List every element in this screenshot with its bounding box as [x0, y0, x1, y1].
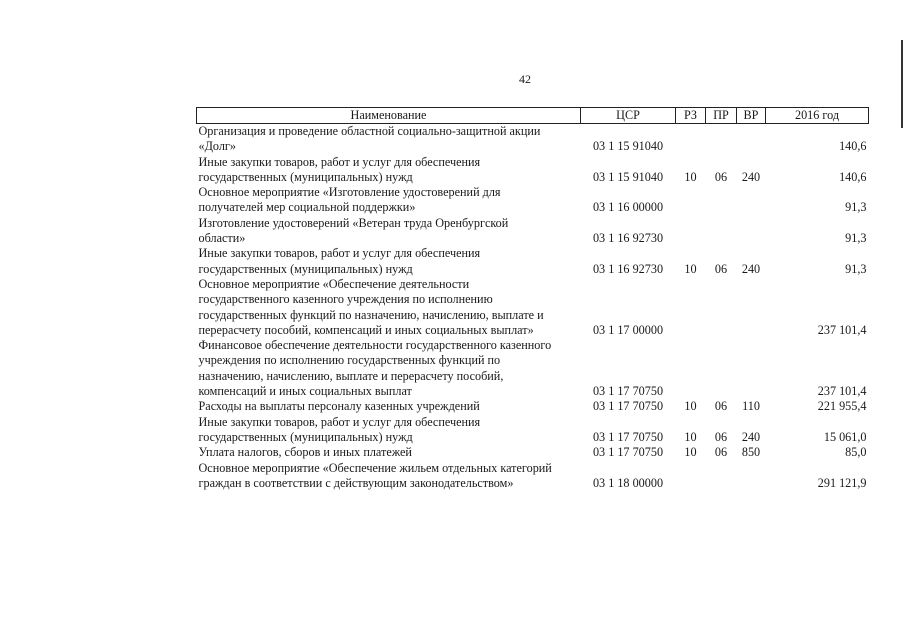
table-row — [197, 277, 869, 338]
row-rz — [676, 216, 706, 247]
row-name-line: области» — [198, 231, 246, 246]
row-name-line: государственных (муниципальных) нужд — [198, 169, 413, 184]
row-name-line: получателей мер социальной поддержки» — [198, 200, 416, 215]
row-vr: 240 — [741, 429, 761, 444]
row-csr: 03 1 16 00000 — [592, 200, 664, 215]
row-name — [197, 445, 581, 460]
row-vr: 850 — [741, 445, 761, 460]
row-name-line: государственных функций по назначению, начислению, выплате и — [198, 307, 544, 322]
row-name — [197, 461, 581, 492]
row-vr: 240 — [741, 169, 761, 184]
row-amount: 140,6 — [839, 169, 867, 184]
header-rz: РЗ — [676, 108, 706, 124]
row-amount: 85,0 — [845, 445, 867, 460]
row-name-line: учреждения по исполнению государственных функций по — [198, 353, 501, 368]
row-vr — [737, 461, 766, 492]
header-year: 2016 год — [766, 108, 869, 124]
row-vr: 240 — [741, 261, 761, 276]
row-name — [197, 277, 581, 338]
row-rz — [676, 338, 706, 399]
row-name-line: Иные закупки товаров, работ и услуг для обеспечения — [198, 414, 481, 429]
row-csr: 03 1 17 70750 — [592, 429, 664, 444]
row-amount: 91,3 — [845, 261, 867, 276]
row-name — [197, 415, 581, 446]
row-name-line: граждан в соответствии с действующим законодательством» — [198, 475, 514, 490]
row-amount: 237 101,4 — [817, 322, 867, 337]
row-rz: 10 — [684, 445, 697, 460]
row-name — [197, 216, 581, 247]
row-vr — [737, 277, 766, 338]
table-row — [197, 399, 869, 414]
table-row — [197, 445, 869, 460]
row-name-line: Основное мероприятие «Обеспечение жильем отдельных категорий — [198, 460, 552, 475]
row-amount: 221 955,4 — [817, 399, 867, 414]
row-vr — [737, 124, 766, 155]
row-csr: 03 1 16 92730 — [592, 231, 664, 246]
row-pr — [706, 461, 737, 492]
row-name — [197, 246, 581, 277]
row-vr — [737, 338, 766, 399]
row-name-line: Организация и проведение областной социально-защитной акции — [198, 124, 541, 138]
row-pr — [706, 338, 737, 399]
row-pr — [706, 124, 737, 155]
row-rz: 10 — [684, 429, 697, 444]
table-row — [197, 124, 869, 155]
row-rz: 10 — [684, 399, 697, 414]
row-vr — [737, 185, 766, 216]
row-pr: 06 — [714, 429, 728, 444]
table-row — [197, 246, 869, 277]
row-amount: 15 061,0 — [823, 429, 867, 444]
row-pr — [706, 216, 737, 247]
row-csr: 03 1 17 70750 — [592, 445, 664, 460]
table-row — [197, 415, 869, 446]
row-name-line: Основное мероприятие «Изготовление удостоверений для — [198, 185, 501, 200]
row-pr — [706, 277, 737, 338]
row-name-line: Изготовление удостоверений «Ветеран труда Оренбургской — [198, 215, 509, 230]
header-name: Наименование — [197, 108, 581, 124]
row-name-line: государственных (муниципальных) нужд — [198, 429, 413, 444]
row-pr: 06 — [714, 399, 728, 414]
table-row — [197, 338, 869, 399]
row-name — [197, 124, 581, 155]
row-csr: 03 1 16 92730 — [592, 261, 664, 276]
row-amount: 91,3 — [845, 200, 867, 215]
row-name — [197, 399, 581, 414]
header-vr: ВР — [737, 108, 766, 124]
budget-table — [196, 107, 869, 491]
row-name — [197, 185, 581, 216]
row-name-line: Иные закупки товаров, работ и услуг для обеспечения — [198, 246, 481, 261]
row-name-line: компенсаций и иных социальных выплат — [198, 384, 412, 399]
row-rz — [676, 277, 706, 338]
row-name-line: Расходы на выплаты персоналу казенных учреждений — [198, 399, 480, 414]
row-amount: 237 101,4 — [817, 384, 867, 399]
row-csr: 03 1 17 70750 — [592, 384, 664, 399]
row-name-line: государственного казенного учреждения по исполнению — [198, 292, 493, 307]
row-rz — [676, 185, 706, 216]
row-pr: 06 — [714, 445, 728, 460]
row-pr: 06 — [714, 261, 728, 276]
row-pr — [706, 185, 737, 216]
row-name-line: Основное мероприятие «Обеспечение деятельности — [198, 276, 470, 291]
row-name-line: Уплата налогов, сборов и иных платежей — [198, 445, 412, 460]
header-csr: ЦСР — [581, 108, 676, 124]
row-name-line: «Долг» — [198, 139, 237, 154]
row-name-line: перерасчету пособий, компенсаций и иных социальных выплат» — [198, 322, 534, 337]
row-vr: 110 — [742, 399, 760, 414]
row-name — [197, 338, 581, 399]
row-name-line: назначению, начислению, выплате и перерасчету пособий, — [198, 368, 504, 383]
table-row — [197, 155, 869, 186]
page-number: 42 — [519, 72, 531, 86]
row-rz: 10 — [684, 169, 697, 184]
table-body — [197, 124, 869, 492]
table-row — [197, 216, 869, 247]
table-header-row — [197, 108, 869, 124]
row-rz: 10 — [684, 261, 697, 276]
row-csr: 03 1 17 00000 — [592, 322, 664, 337]
header-pr: ПР — [706, 108, 737, 124]
row-rz — [676, 124, 706, 155]
row-amount: 91,3 — [845, 231, 867, 246]
row-amount: 291 121,9 — [817, 475, 867, 490]
row-name — [197, 155, 581, 186]
row-name-line: Иные закупки товаров, работ и услуг для обеспечения — [198, 154, 481, 169]
row-amount: 140,6 — [839, 139, 867, 154]
row-name-line: Финансовое обеспечение деятельности государственного казенного — [198, 338, 552, 353]
row-pr: 06 — [714, 169, 728, 184]
row-name-line: государственных (муниципальных) нужд — [198, 261, 413, 276]
row-vr — [737, 216, 766, 247]
row-csr: 03 1 18 00000 — [592, 475, 664, 490]
row-csr: 03 1 15 91040 — [592, 169, 664, 184]
row-rz — [676, 461, 706, 492]
row-csr: 03 1 17 70750 — [592, 399, 664, 414]
table-row — [197, 185, 869, 216]
table-row — [197, 461, 869, 492]
row-csr: 03 1 15 91040 — [592, 139, 664, 154]
